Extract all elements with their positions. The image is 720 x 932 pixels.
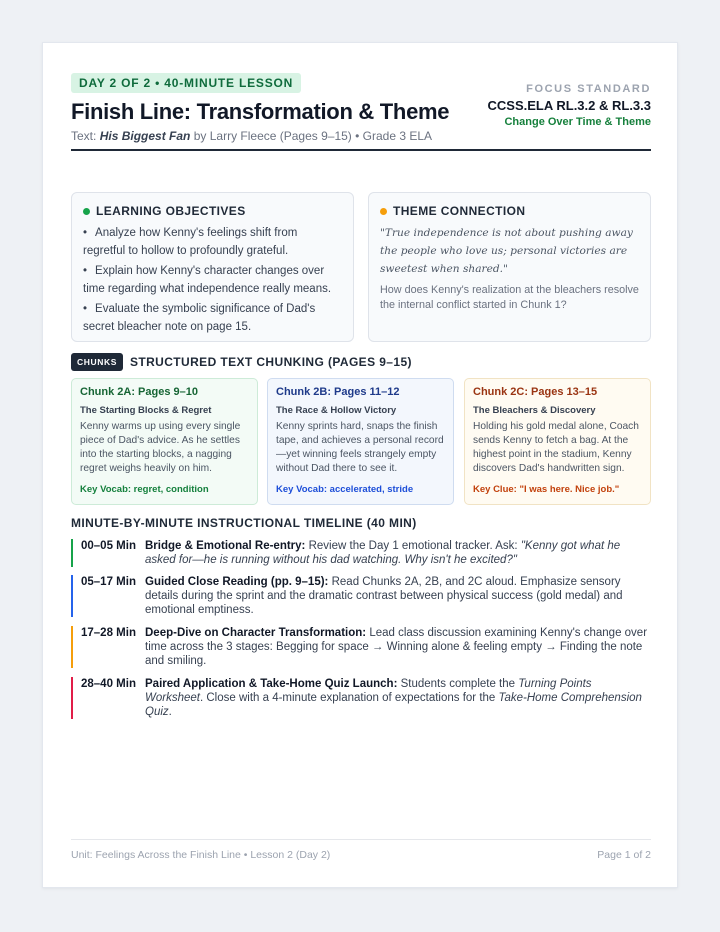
chunk-cards [71,378,651,505]
lesson-page [42,42,678,888]
timeline-heading: Deep-Dive on Character Transformation: [145,627,367,639]
timeline-body [145,677,650,719]
chunk-subtitle: The Bleachers & Discovery [473,405,596,416]
chunk-description: Kenny warms up using every single piece of Dad's advice. As he settles into the starting blocks, a nagging regret weighs heavily on him. [80,421,241,474]
timeline-time: 00–05 Min [81,540,136,552]
quiz-title: Take-Home Comprehension Quiz [145,692,642,718]
text-source [71,129,651,143]
timeline-item [71,575,651,617]
chunk-description: Holding his gold medal alone, Coach sends Kenny to fetch a bag. At the highest point in the stadium, Kenny discovers Dad's handwritten sign. [473,421,639,474]
chunk-subtitle: The Starting Blocks & Regret [80,405,212,416]
timeline-item [71,539,651,567]
timeline-text: . [168,706,172,718]
timeline-text: Students complete the [400,678,516,690]
chunk-title: Chunk 2C: Pages 13–15 [473,386,598,398]
timeline-text: Lead class discussion examining Kenny's change over time across the 3 stages: Begging for space → Winning alone & feeling empty → Finding the note and smiling. [145,627,648,667]
chunk-card-2c [464,378,651,505]
bullet-icon: • [83,227,88,239]
objective-item: • Analyze how Kenny's feelings shift from regretful to hollow to profoundly grateful. [83,227,298,257]
timeline-time: 28–40 Min [81,678,136,690]
timeline-title: MINUTE-BY-MINUTE INSTRUCTIONAL TIMELINE (40 MIN) [71,516,417,530]
objectives-heading [83,204,342,218]
timeline-body [145,575,650,617]
objectives-list [83,224,342,336]
chunk-key-vocab: Key Vocab: regret, condition [80,484,209,495]
chunk-key-clue: Key Clue: "I was here. Nice job." [473,484,620,495]
timeline-heading: Bridge & Emotional Re-entry: [145,540,306,552]
objective-item: • Evaluate the symbolic significance of Dad's secret bleacher note on page 15. [83,303,316,333]
timeline-text: Review the Day 1 emotional tracker. Ask: [308,540,518,552]
chunking-heading [71,353,412,371]
chunk-card-2a [71,378,258,505]
focus-standard-subtitle: Change Over Time & Theme [504,116,651,128]
timeline-question: "Kenny got what he asked for—he is running without his dad watching. Why isn't he excited?" [145,540,621,566]
chunk-subtitle: The Race & Hollow Victory [276,405,397,416]
page-number: Page 1 of 2 [597,849,651,861]
timeline-time: 17–28 Min [81,627,136,639]
chunk-title: Chunk 2A: Pages 9–10 [80,386,198,398]
page-footer [71,839,651,861]
page-title: Finish Line: Transformation & Theme [71,99,450,124]
objectives-title: LEARNING OBJECTIVES [96,204,246,218]
timeline-body [145,539,650,567]
theme-connection-card [368,192,651,342]
theme-heading [380,204,639,218]
timeline-text: Read Chunks 2A, 2B, and 2C aloud. Emphasize sensory details during the sprint and the dramatic contrast between physical success (gold medal) and emotional emptiness. [145,576,623,616]
chunk-key-vocab: Key Vocab: accelerated, stride [276,484,414,495]
text-label: Text: [71,129,97,143]
chunks-chip: CHUNKS [71,353,123,371]
chunking-title: STRUCTURED TEXT CHUNKING (PAGES 9–15) [129,355,412,369]
timeline-text: . Close with a 4-minute explanation of expectations for the [199,692,496,704]
timeline-time: 05–17 Min [81,576,136,588]
bullet-icon: • [83,265,88,277]
page-header [71,73,651,151]
timeline-item [71,677,651,719]
book-title: His Biggest Fan [99,129,191,143]
focus-standard [488,83,652,128]
theme-quote: "True independence is not about pushing away the people who love us; personal victories are sweetest when shared." [380,227,633,275]
chunk-title: Chunk 2B: Pages 11–12 [276,386,400,398]
chunk-card-2b [267,378,454,505]
theme-prompt: How does Kenny's realization at the bleachers resolve the internal conflict started in Chunk 1? [380,284,639,311]
timeline-heading: Paired Application & Take-Home Quiz Launch: [145,678,398,690]
focus-standard-label: FOCUS STANDARD [526,83,651,95]
timeline-heading: Guided Close Reading (pp. 9–15): [145,576,329,588]
timeline-item [71,626,651,668]
theme-title: THEME CONNECTION [393,204,526,218]
green-dot-icon [83,208,90,215]
worksheet-title: Turning Points Worksheet [145,678,592,704]
bullet-icon: • [83,303,88,315]
chunk-description: Kenny sprints hard, snaps the finish tape, and achieves a personal record—yet winning feels strangely empty without Dad there to see it. [276,421,444,474]
learning-objectives-card [71,192,354,342]
footer-unit: Unit: Feelings Across the Finish Line • Lesson 2 (Day 2) [71,849,331,861]
focus-standard-code: CCSS.ELA RL.3.2 & RL.3.3 [487,98,651,113]
overview-cards [71,192,651,342]
amber-dot-icon [380,208,387,215]
objective-item: • Explain how Kenny's character changes over time regarding what independence really means. [83,265,332,295]
text-details: by Larry Fleece (Pages 9–15) • Grade 3 ELA [193,129,433,143]
timeline-body [145,626,650,668]
lesson-badge: DAY 2 OF 2 • 40-MINUTE LESSON [71,73,301,93]
